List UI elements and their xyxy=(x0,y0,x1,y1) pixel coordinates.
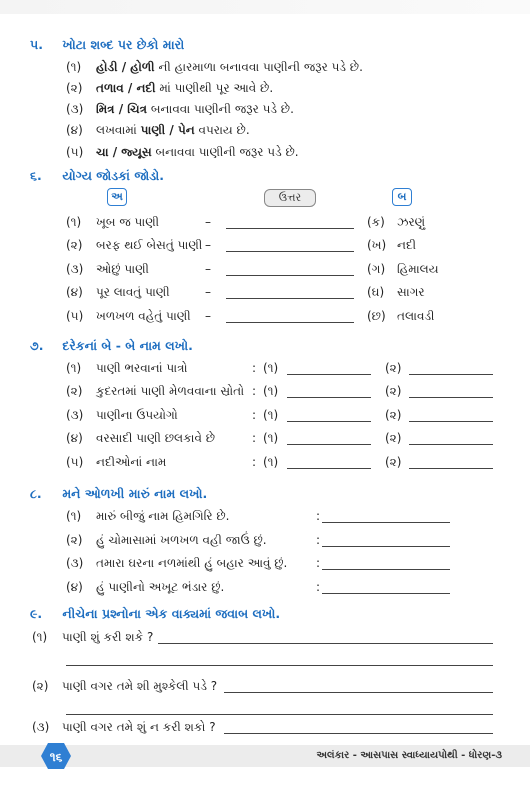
item-choice-bold: પાણી / પેન xyxy=(140,123,195,137)
list-item xyxy=(66,408,178,423)
answer-2-blank[interactable] xyxy=(409,421,493,422)
colon: : xyxy=(316,509,321,523)
item-letter: (ખ) xyxy=(367,238,387,252)
item-number: (૨) xyxy=(66,533,83,547)
item-number: (૩) xyxy=(66,262,84,276)
colon: : xyxy=(252,361,257,375)
item-number: (૧) xyxy=(66,509,82,523)
match-right-item xyxy=(367,285,425,300)
item-text: હું ચોમાસામાં ખળખળ વહી જાઉં છું. xyxy=(96,533,267,547)
item-text-post: ની હારમાળા બનાવવા પાણીની જરૂર પડે છે. xyxy=(154,60,363,74)
item-text: પાણીના ઉપયોગો xyxy=(96,408,178,422)
item-number: (૫) xyxy=(66,145,84,159)
section-title: મને ઓળખી મારું નામ લખો. xyxy=(62,486,208,501)
colon: : xyxy=(252,408,257,422)
column-a-badge: અ xyxy=(107,188,127,206)
item-number: (૧) xyxy=(66,361,82,375)
answer-line[interactable] xyxy=(158,643,493,644)
question xyxy=(32,630,153,645)
list-item xyxy=(66,556,287,571)
answer-2-label: (૨) xyxy=(385,455,402,469)
list-item xyxy=(66,81,273,96)
answer-1-label: (૧) xyxy=(263,361,279,375)
answer-blank[interactable] xyxy=(226,228,354,229)
answer-blank[interactable] xyxy=(322,569,450,570)
question-number: (૩) xyxy=(32,720,50,734)
item-choice-bold: મિત્ર / ચિત્ર xyxy=(96,102,147,116)
item-letter: (ક) xyxy=(367,215,385,229)
list-item xyxy=(66,123,250,138)
question xyxy=(32,720,216,735)
match-left-item xyxy=(66,285,170,300)
section-9-heading xyxy=(30,606,280,622)
answer-line[interactable] xyxy=(224,733,493,734)
item-text: પૂર લાવતું પાણી xyxy=(96,285,170,299)
answer-2-blank[interactable] xyxy=(409,397,493,398)
item-text-post: માં પાણીથી પૂર આવે છે. xyxy=(155,81,274,95)
colon: : xyxy=(316,556,321,570)
section-title: ખોટા શબ્દ પર છેકો મારો xyxy=(62,37,185,52)
match-right-item xyxy=(367,309,434,324)
top-strip xyxy=(0,0,530,14)
item-number: (૨) xyxy=(66,384,83,398)
answer-blank[interactable] xyxy=(226,275,354,276)
column-b-badge: બ xyxy=(392,188,412,206)
answer-2-label: (૨) xyxy=(385,408,402,422)
answer-blank[interactable] xyxy=(322,522,450,523)
match-left-item xyxy=(66,262,149,277)
match-left-item xyxy=(66,309,191,324)
colon: : xyxy=(316,533,321,547)
section-number: ૭. xyxy=(30,338,44,353)
answer-blank[interactable] xyxy=(322,593,450,594)
colon: : xyxy=(252,455,257,469)
item-text: નદી xyxy=(397,238,417,252)
list-item xyxy=(66,361,187,376)
item-number: (૩) xyxy=(66,556,84,570)
item-text: ખળખળ વહેતું પાણી xyxy=(96,309,191,323)
question-text: પાણી શું કરી શકે ? xyxy=(62,630,154,644)
item-text: મારું બીજું નામ હિમગિરિ છે. xyxy=(96,509,230,523)
footer-book-title: અલંકાર - આસપાસ સ્વાધ્યાયપોથી - ધોરણ-૩ xyxy=(316,750,502,761)
match-left-item xyxy=(66,238,202,253)
section-number: ૫. xyxy=(30,37,43,52)
answer-1-label: (૧) xyxy=(263,431,279,445)
item-text: બરફ થઈ બેસતું પાણી xyxy=(96,238,203,252)
answer-2-label: (૨) xyxy=(385,384,402,398)
answer-2-blank[interactable] xyxy=(409,444,493,445)
section-7-heading xyxy=(30,338,193,354)
item-text: સાગર xyxy=(397,285,425,299)
item-text: વરસાદી પાણી છલકાવે છે xyxy=(96,431,216,445)
answer-2-label: (૨) xyxy=(385,361,402,375)
answer-1-label: (૧) xyxy=(263,455,279,469)
question-text: પાણી વગર તમે શું ન કરી શકો ? xyxy=(62,720,216,734)
answer-1-label: (૧) xyxy=(263,408,279,422)
item-number: (૪) xyxy=(66,123,83,137)
item-number: (૫) xyxy=(66,309,84,323)
colon: : xyxy=(252,384,257,398)
question-text: પાણી વગર તમે શી મુશ્કેલી પડે ? xyxy=(62,679,218,693)
item-text-pre: લખવામાં xyxy=(96,123,141,137)
answer-line[interactable] xyxy=(66,714,493,715)
answer-column-label: ઉત્તર xyxy=(264,189,316,207)
answer-blank[interactable] xyxy=(226,322,354,323)
item-text: પાણી ભરવાનાં પાત્રો xyxy=(96,361,188,375)
item-text: તલાવડી xyxy=(397,309,435,323)
answer-1-blank[interactable] xyxy=(287,421,371,422)
match-right-item xyxy=(367,215,425,230)
answer-1-blank[interactable] xyxy=(287,397,371,398)
match-right-item xyxy=(367,262,439,277)
item-text: હું પાણીનો અખૂટ ભંડાર છું. xyxy=(96,580,225,594)
answer-1-label: (૧) xyxy=(263,384,279,398)
list-item xyxy=(66,455,166,470)
answer-blank[interactable] xyxy=(226,298,354,299)
item-number: (૨) xyxy=(66,81,83,95)
answer-2-blank[interactable] xyxy=(409,374,493,375)
question-number: (૧) xyxy=(32,630,48,644)
item-number: (૧) xyxy=(66,215,82,229)
item-number: (૧) xyxy=(66,60,82,74)
match-right-item xyxy=(367,238,416,253)
page-number: ૧૬ xyxy=(49,750,63,764)
dash: – xyxy=(205,238,211,252)
item-choice-bold: તળાવ / નદી xyxy=(96,81,156,95)
dash: – xyxy=(205,309,211,323)
answer-2-label: (૨) xyxy=(385,431,402,445)
section-title: દરેકનાં બે - બે નામ લખો. xyxy=(62,338,193,353)
answer-blank[interactable] xyxy=(226,251,354,252)
colon: : xyxy=(316,580,321,594)
colon: : xyxy=(252,431,257,445)
dash: – xyxy=(205,215,211,229)
item-choice-bold: હોડી / હોળી xyxy=(96,60,155,74)
answer-blank[interactable] xyxy=(322,546,450,547)
question-number: (૨) xyxy=(32,679,49,693)
list-item xyxy=(66,102,294,117)
question xyxy=(32,679,217,694)
section-title: નીચેના પ્રશ્નોના એક વાક્યમાં જવાબ લખો. xyxy=(62,606,281,621)
item-text: ઝરણું xyxy=(397,215,426,229)
list-item xyxy=(66,145,299,160)
page-number-badge xyxy=(40,742,72,770)
item-text-post: બનાવવા પાણીની જરૂર પડે છે. xyxy=(151,145,299,159)
dash: – xyxy=(205,262,211,276)
item-number: (૪) xyxy=(66,285,83,299)
answer-1-blank[interactable] xyxy=(287,374,371,375)
section-number: ૮. xyxy=(30,486,42,501)
item-text: ઓછું પાણી xyxy=(96,262,149,276)
item-number: (૫) xyxy=(66,455,84,469)
section-number: ૯. xyxy=(30,606,43,621)
item-letter: (ગ) xyxy=(367,262,386,276)
list-item xyxy=(66,533,267,548)
item-text-post: બનાવવા પાણીની જરૂર પડે છે. xyxy=(147,102,294,116)
item-number: (૪) xyxy=(66,580,83,594)
item-letter: (ઘ) xyxy=(367,285,385,299)
section-title: યોગ્ય જોડકાં જોડો. xyxy=(62,168,165,183)
section-5-heading xyxy=(30,37,184,53)
item-text: તમારા ઘરના નળમાંથી હું બહાર આવું છું. xyxy=(96,556,288,570)
answer-1-blank[interactable] xyxy=(287,468,371,469)
match-left-item xyxy=(66,215,159,230)
item-number: (૪) xyxy=(66,431,83,445)
list-item xyxy=(66,60,363,75)
list-item xyxy=(66,384,244,399)
answer-line[interactable] xyxy=(66,665,493,666)
item-letter: (છ) xyxy=(367,309,386,323)
item-text: ખૂબ જ પાણી xyxy=(96,215,160,229)
list-item xyxy=(66,509,229,524)
answer-1-blank[interactable] xyxy=(287,444,371,445)
list-item xyxy=(66,580,224,595)
item-text-post: વપરાય છે. xyxy=(194,123,250,137)
item-number: (૨) xyxy=(66,238,83,252)
section-6-heading xyxy=(30,168,164,184)
list-item xyxy=(66,431,215,446)
dash: – xyxy=(205,285,211,299)
section-8-heading xyxy=(30,486,207,502)
answer-line[interactable] xyxy=(224,692,493,693)
section-number: ૬. xyxy=(30,168,42,183)
item-number: (૩) xyxy=(66,408,84,422)
answer-2-blank[interactable] xyxy=(409,468,493,469)
item-text: કુદરતમાં પાણી મેળવવાના સ્રોતો xyxy=(96,384,245,398)
item-text: હિમાલય xyxy=(397,262,439,276)
item-choice-bold: ચા / જ્યૂસ xyxy=(96,145,152,159)
item-text: નદીઓનાં નામ xyxy=(96,455,167,469)
item-number: (૩) xyxy=(66,102,84,116)
